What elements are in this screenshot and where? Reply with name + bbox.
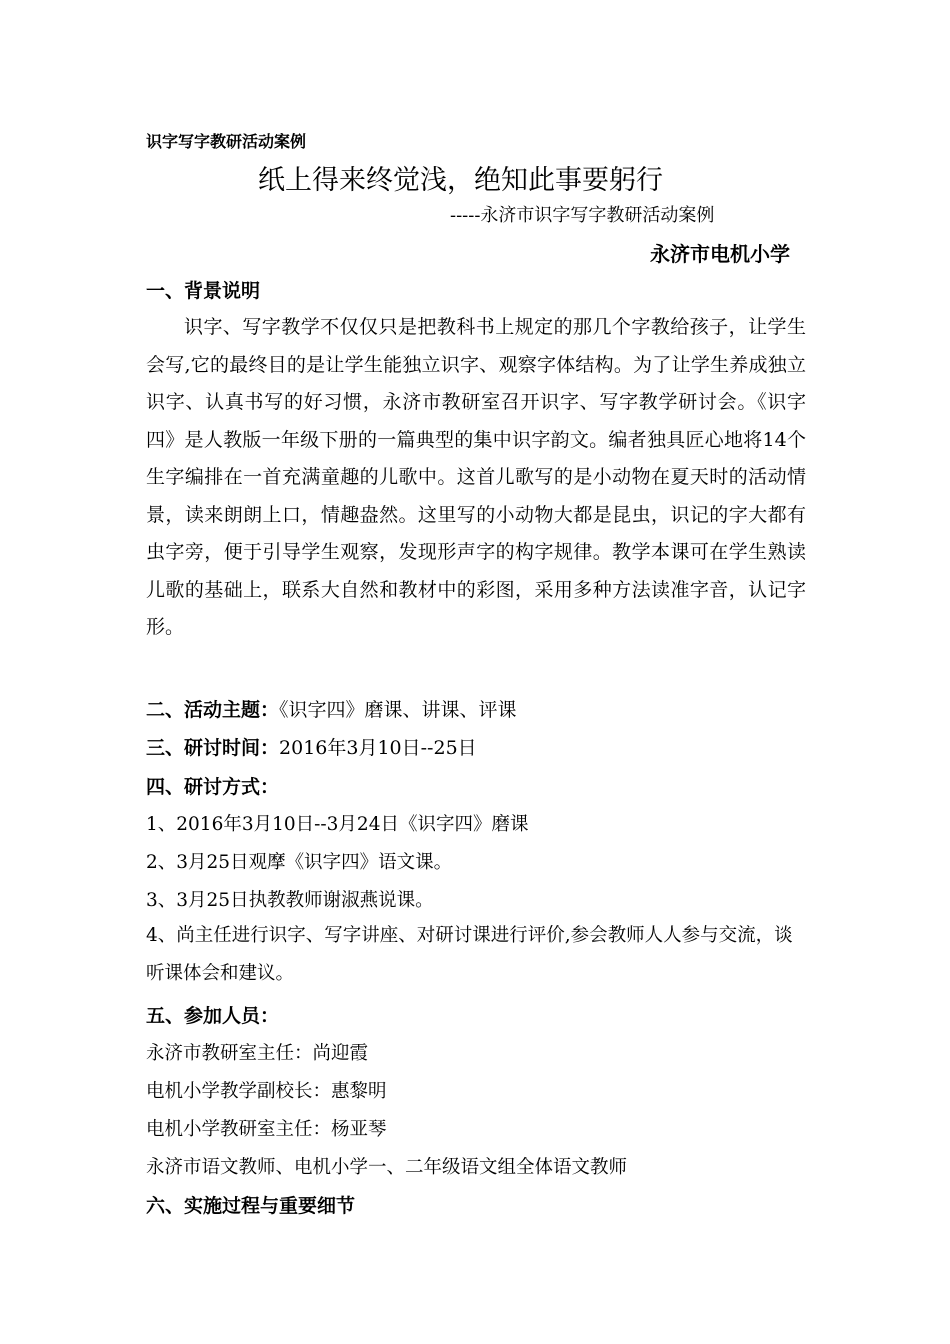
theme-value: 《识字四》磨课、讲课、评课 [279, 699, 517, 721]
document-label: 识字写字教研活动案例 [146, 132, 307, 151]
method-item: 1、2016年3月10日--3月24日《识字四》磨课 [146, 814, 529, 835]
participant-item: 永济市语文教师、电机小学一、二年级语文组全体语文教师 [146, 1157, 628, 1178]
participant-item: 永济市教研室主任：尚迎霞 [146, 1043, 369, 1064]
document-title: 纸上得来终觉浅，绝知此事要躬行 [258, 165, 663, 196]
section-heading-theme [146, 695, 517, 722]
method-item: 3、3月25日执教教师谢淑燕说课。 [146, 890, 434, 911]
section-heading-time [146, 733, 477, 760]
method-item: 2、3月25日观摩《识字四》语文课。 [146, 852, 453, 873]
section-heading-background: 一、背景说明 [146, 280, 261, 302]
section-heading-participants: 五、参加人员： [146, 1005, 280, 1027]
method-item: 4、尚主任进行识字、写字讲座、对研讨课进行评价,参会教师人人参与交流，谈听课体会和建议。 [146, 925, 793, 984]
participant-item: 电机小学教学副校长：惠黎明 [146, 1081, 387, 1102]
participant-item: 电机小学教研室主任：杨亚琴 [146, 1119, 387, 1140]
time-value: 2016年3月10日--25日 [279, 737, 477, 759]
school-name: 永济市电机小学 [650, 242, 790, 266]
theme-heading-label: 二、活动主题： [146, 699, 280, 721]
background-paragraph: 识字、写字教学不仅仅只是把教科书上规定的那几个字教给孩子，让学生会写,它的最终目的是让学生能独立识字、观察字体结构。为了让学生养成独立识字、认真书写的好习惯，永济市教研室召开识字、写字教学研讨会。《识字四》是人教版一年级下册的一篇典型的集中识字韵文。编者独具匠心地将14个生字编排在一首充满童趣的儿歌中。这首儿歌写的是小动物在夏天时的活动情景，读来朗朗上口，情趣盎然。这里写的小动物大都是昆虫，识记的字大都有虫字旁，便于引导学生观察，发现形声字的构字规律。教学本课可在学生熟读儿歌的基础上，联系大自然和教材中的彩图，采用多种方法读准字音，认记字形。 [146, 316, 806, 638]
time-heading-label: 三、研讨时间： [146, 737, 280, 759]
document-subtitle: -----永济市识字写字教研活动案例 [450, 205, 715, 226]
section-heading-method: 四、研讨方式： [146, 776, 280, 798]
section-heading-process: 六、实施过程与重要细节 [146, 1195, 356, 1217]
